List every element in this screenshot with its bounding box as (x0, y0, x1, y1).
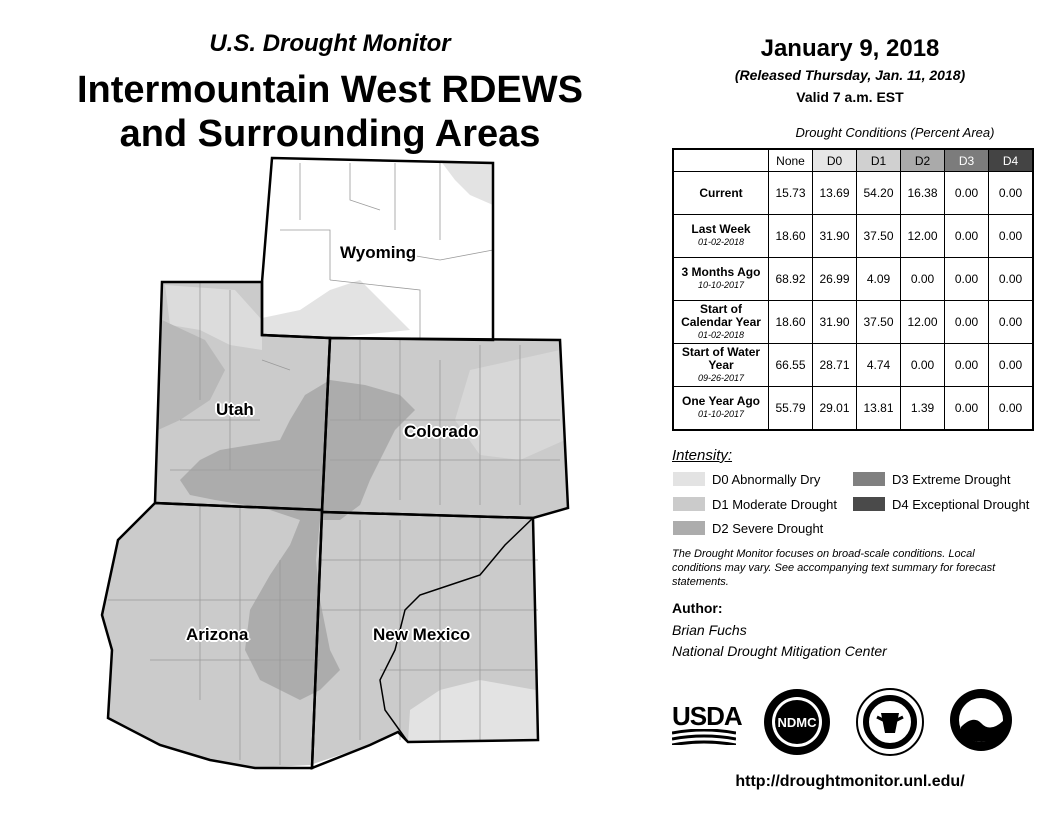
source-url-link[interactable]: http://droughtmonitor.unl.edu/ (735, 773, 965, 790)
ndmc-wordmark: NDMC (777, 715, 817, 730)
table-row (673, 258, 1033, 301)
table-cell: 54.20 (857, 172, 901, 215)
legend-item-d1 (672, 496, 837, 512)
map-subtitle: U.S. Drought Monitor (209, 30, 451, 57)
table-cell: 18.60 (769, 301, 813, 344)
ndmc-logo (762, 687, 832, 757)
table-cell: 0.00 (945, 172, 989, 215)
table-cell: 4.74 (857, 344, 901, 387)
state-label-new-mexico: New Mexico (373, 625, 471, 644)
table-cell: 0.00 (989, 172, 1034, 215)
table-cell: 68.92 (769, 258, 813, 301)
table-cell: 0.00 (989, 387, 1034, 431)
legend-label-d3: D3 Extreme Drought (892, 471, 1011, 487)
legend-swatch-d2 (672, 520, 706, 536)
legend-swatch-d4 (852, 496, 886, 512)
table-caption: Drought Conditions (Percent Area) (795, 125, 995, 140)
map-date: January 9, 2018 (760, 35, 940, 62)
state-label-colorado: Colorado (404, 422, 479, 441)
legend-label-d2: D2 Severe Drought (712, 520, 824, 536)
table-cell: 37.50 (857, 301, 901, 344)
row-sublabel-date: 09-26-2017 (697, 372, 745, 383)
usda-wordmark: USDA (672, 701, 742, 731)
table-cell: 0.00 (945, 301, 989, 344)
row-label (673, 387, 769, 431)
table-cell: 26.99 (813, 258, 857, 301)
release-date: (Released Thursday, Jan. 11, 2018) (734, 67, 966, 83)
row-sublabel-date: 01-02-2018 (697, 329, 745, 340)
table-row (673, 172, 1033, 215)
table-cell: 0.00 (989, 344, 1034, 387)
row-sublabel-date: 01-02-2018 (697, 237, 745, 247)
disclaimer-note: The Drought Monitor focuses on broad-scale conditions. Local conditions may vary. See accompanying text summary for forecast statements. (672, 548, 996, 588)
row-label (673, 258, 769, 301)
row-label (673, 344, 769, 387)
table-cell: 1.39 (901, 387, 945, 431)
legend-label-d0: D0 Abnormally Dry (712, 471, 821, 487)
table-header-row (673, 149, 1033, 172)
legend-label-d4: D4 Exceptional Drought (892, 496, 1030, 512)
table-cell: 0.00 (945, 387, 989, 431)
legend-item-d2 (672, 520, 823, 536)
table-row (673, 215, 1033, 258)
col-d2: D2 (901, 149, 945, 172)
table-cell: 0.00 (989, 215, 1034, 258)
table-cell: 13.69 (813, 172, 857, 215)
legend-item-d3 (852, 471, 1011, 487)
state-label-wyoming: Wyoming (340, 243, 417, 262)
col-d0: D0 (813, 149, 857, 172)
legend-item-d4 (852, 496, 1029, 512)
table-cell: 0.00 (901, 258, 945, 301)
table-cell: 12.00 (901, 301, 945, 344)
title-line-2: and Surrounding Areas (119, 113, 541, 155)
row-sublabel-date: 10-10-2017 (697, 280, 745, 290)
row-label-text: Current (699, 185, 743, 200)
table-cell: 28.71 (813, 344, 857, 387)
table-cell: 0.00 (945, 344, 989, 387)
row-label-text: Last Week (691, 222, 751, 236)
table-cell: 0.00 (989, 258, 1034, 301)
author-block (672, 620, 887, 662)
noaa-logo (948, 687, 1014, 753)
commerce-seal-icon (855, 687, 925, 757)
row-label-text: Start of Water Year (681, 344, 761, 372)
d0-wyoming-south (262, 280, 410, 338)
row-label (673, 301, 769, 344)
drought-conditions-table (672, 148, 1034, 431)
map-shading (102, 160, 568, 768)
table-cell: 66.55 (769, 344, 813, 387)
col-d1: D1 (857, 149, 901, 172)
col-none: None (769, 149, 813, 172)
table-row (673, 387, 1033, 431)
table-row (673, 344, 1033, 387)
usda-logo (672, 701, 742, 751)
legend-label-d1: D1 Moderate Drought (712, 496, 838, 512)
table-corner (673, 149, 769, 172)
table-cell: 31.90 (813, 215, 857, 258)
state-label-utah: Utah (216, 400, 254, 419)
state-label-arizona: Arizona (186, 625, 249, 644)
row-label (673, 172, 769, 215)
table-cell: 0.00 (945, 215, 989, 258)
table-cell: 13.81 (857, 387, 901, 431)
author-name: Brian Fuchs (672, 622, 747, 638)
table-row (673, 301, 1033, 344)
table-cell: 0.00 (945, 258, 989, 301)
table-cell: 4.09 (857, 258, 901, 301)
usda-stripes-icon (672, 729, 736, 745)
table-cell: 16.38 (901, 172, 945, 215)
legend-swatch-d0 (672, 471, 706, 487)
author-heading: Author: (672, 600, 723, 616)
row-label-text: One Year Ago (681, 394, 761, 408)
row-sublabel-date: 01-10-2017 (697, 409, 745, 419)
legend-item-d0 (672, 471, 820, 487)
col-d3: D3 (945, 149, 989, 172)
row-label-text: Start of Calendar Year (681, 301, 761, 329)
legend-title: Intensity: (672, 447, 733, 464)
table-body (673, 172, 1033, 431)
col-d4: D4 (989, 149, 1034, 172)
table-cell: 55.79 (769, 387, 813, 431)
table-cell: 18.60 (769, 215, 813, 258)
table-cell: 15.73 (769, 172, 813, 215)
table-cell: 0.00 (989, 301, 1034, 344)
title-line-1: Intermountain West RDEWS (77, 69, 583, 111)
legend-swatch-d1 (672, 496, 706, 512)
table-cell: 12.00 (901, 215, 945, 258)
legend-swatch-d3 (852, 471, 886, 487)
author-org: National Drought Mitigation Center (672, 643, 887, 659)
table-cell: 0.00 (901, 344, 945, 387)
table-cell: 29.01 (813, 387, 857, 431)
d0-wyoming-ne (440, 160, 493, 205)
valid-time: Valid 7 a.m. EST (796, 89, 904, 105)
noaa-wordmark: NOAA (970, 700, 992, 707)
table-cell: 31.90 (813, 301, 857, 344)
row-label-text: 3 Months Ago (681, 265, 761, 279)
table-cell: 37.50 (857, 215, 901, 258)
row-label (673, 215, 769, 258)
